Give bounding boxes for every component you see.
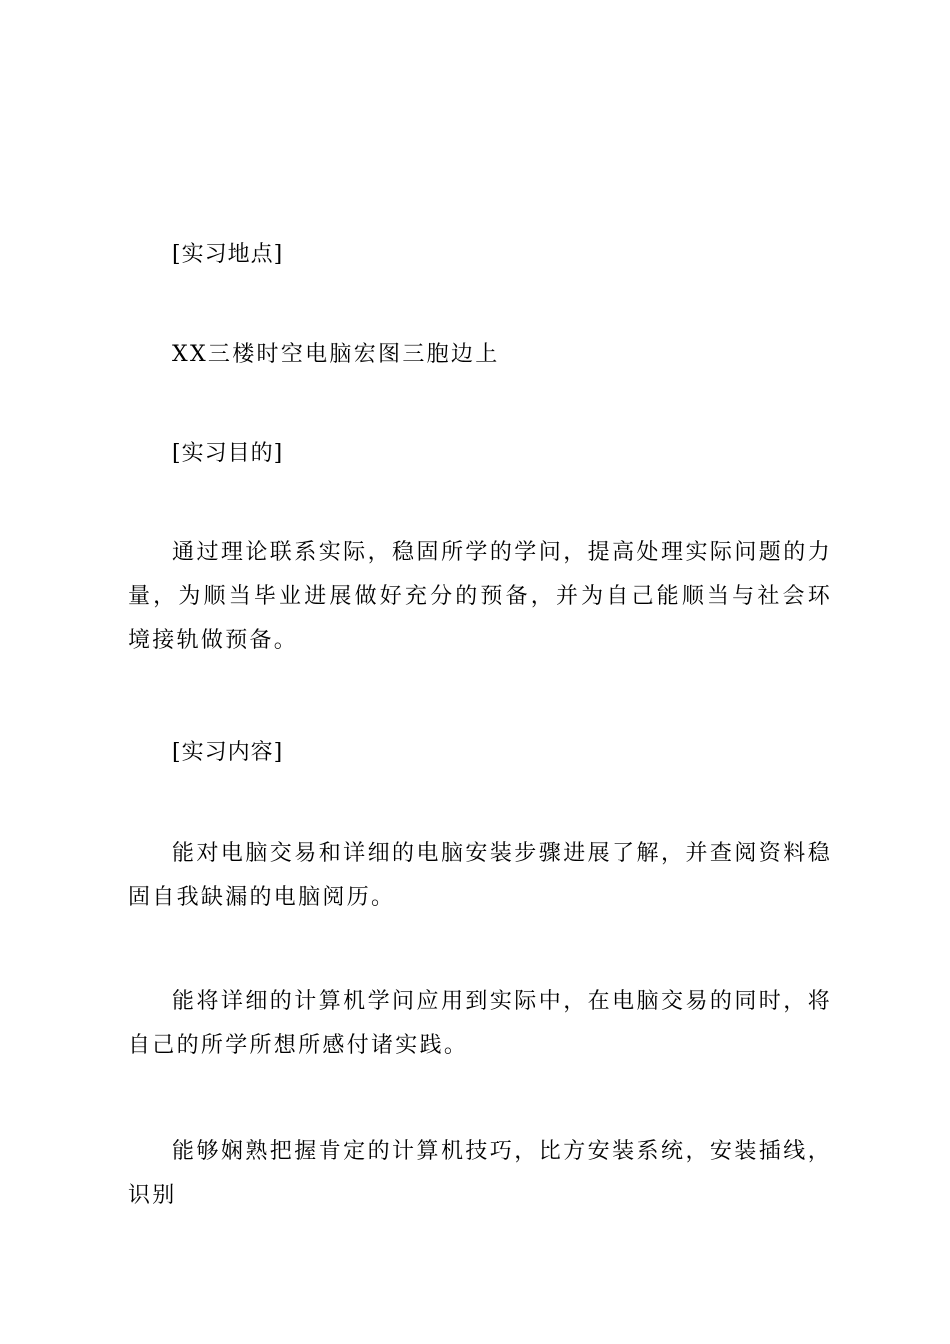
purpose-paragraph: 通过理论联系实际，稳固所学的学问，提高处理实际问题的力量，为顺当毕业进展做好充分的预备，并为自己能顺当与社会环境接轨做预备。 <box>128 540 832 653</box>
content-paragraph-2: 能将详细的计算机学问应用到实际中，在电脑交易的同时，将自己的所学所想所感付诸实践。 <box>128 989 832 1058</box>
location-text: XX三楼时空电脑宏图三胞边上 <box>172 342 500 367</box>
content-heading: [实习内容] <box>172 740 284 765</box>
location-heading: [实习地点] <box>172 242 284 267</box>
content-paragraph-1: 能对电脑交易和详细的电脑安装步骤进展了解，并查阅资料稳固自我缺漏的电脑阅历。 <box>128 841 832 910</box>
content-paragraph-3: 能够娴熟把握肯定的计算机技巧，比方安装系统，安装插线，识别 <box>128 1139 832 1208</box>
purpose-heading: [实习目的] <box>172 441 284 466</box>
